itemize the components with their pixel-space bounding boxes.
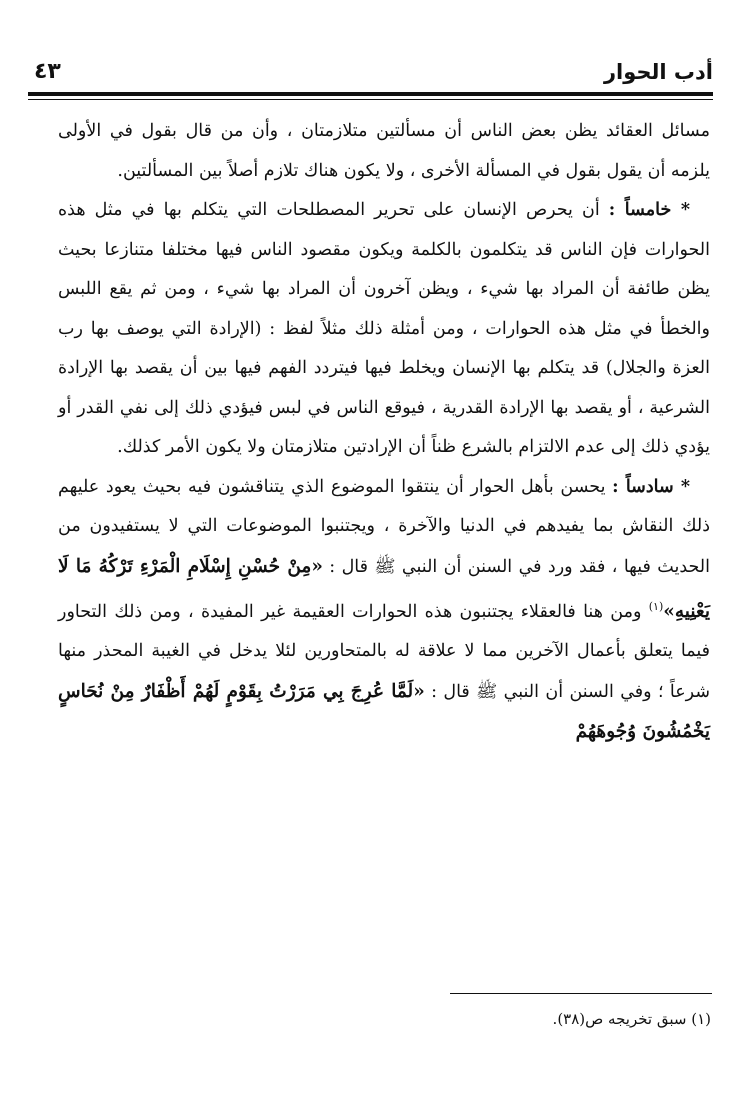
hadith-quote-2: «لَمَّا عُرِجَ بِي مَرَرْتُ بِقَوْمٍ لَهُمْ أَظْفَارٌ مِنْ نُحَاسٍ يَخْمُشُونَ وُجُوهَهُمْ <box>58 680 710 743</box>
header-rule-thin <box>28 99 713 100</box>
paragraph-1-text: مسائل العقائد يظن بعض الناس أن مسألتين متلازمتان ، وأن من قال بقول في الأولى يلزمه أن يقول بقول في المسألة الأخرى ، ولا يكون هناك تلازم أصلاً بين المسألتين. <box>58 121 710 181</box>
page-number: ٤٣ <box>34 59 61 84</box>
footnote-separator <box>450 993 712 994</box>
hadith-quote-1: «مِنْ حُسْنِ إِسْلَامِ الْمَرْءِ تَرْكُهُ مَا لَا يَعْنِيهِ» <box>58 555 710 622</box>
page-header <box>28 52 713 92</box>
paragraph-3-text-a: يحسن بأهل الحوار أن ينتقوا الموضوع الذي يتناقشون فيه بحيث يعود عليهم ذلك النقاش بما يفيدهم في الدنيا والآخرة ، ويجتنبوا الموضوعات التي لا يستفيدون من الحديث فيها ، فقد ورد في السنن أن النبي ﷺ قال : <box>58 476 711 577</box>
paragraph-3-text-b: ومن هنا فالعقلاء يجتنبون هذه الحوارات العقيمة غير المفيدة ، ومن ذلك التحاور فيما يتعلق بأعمال الآخرين مما لا علاقة له بالمتحاورين لئلا يدخل في الغيبة المحذر منها شرعاً ؛ وفي السنن أن النبي ﷺ قال : <box>58 601 710 702</box>
paragraph-2-text: أن يحرص الإنسان على تحرير المصطلحات التي يتكلم بها في مثل هذه الحوارات فإن الناس قد يتكلمون بالكلمة ويكون مقصود الناس فيها مختلفا متنازعا بحيث يظن طائفة أن المراد بها شيء ، ويظن آخرون أن المراد بها شيء ، ومن ثم يقع اللبس والخطأ في مثل هذه الحوارات ، ومن أمثلة ذلك مثلاً لفظ : (الإرادة التي يوصف بها رب العزة والجلال) قد يتكلم بها الإنسان ويخلط فيها فيتردد الفهم فيها بين أن يقصد بها الإرادة الشرعية ، أو يقصد بها الإرادة القدرية ، فيوقع الناس في لبس فيؤدي ذلك إلى نفي القدر أو يؤدي ذلك إلى عدم الالتزام بالشرع ظناً أن الإرادتين متلازمتان ولا يكون الأمر كذلك. <box>58 200 710 457</box>
running-title: أدب الحوار <box>603 60 713 84</box>
paragraph-2 <box>58 191 710 468</box>
paragraph-3 <box>58 468 710 753</box>
paragraph-2-lead: * خامساً : <box>608 200 690 220</box>
body-text <box>58 112 710 753</box>
footnote: (١) سبق تخريجه ص(٣٨). <box>552 1010 711 1028</box>
header-rule-thick <box>28 92 713 96</box>
paragraph-1 <box>58 112 710 191</box>
paragraph-3-lead: * سادساً : <box>612 476 690 497</box>
footnote-marker: (١) <box>648 600 664 613</box>
